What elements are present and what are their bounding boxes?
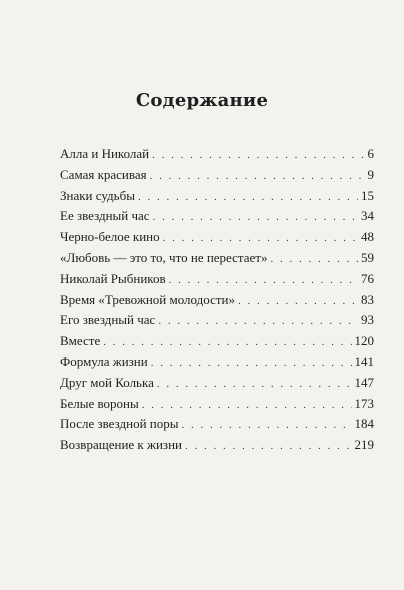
toc-dot-leader: [185, 436, 352, 457]
toc-entry-title: Знаки судьбы: [60, 187, 135, 203]
toc-entry: [60, 373, 374, 394]
toc-entry-page: 147: [354, 374, 374, 390]
toc-entry-title: Белые вороны: [60, 395, 139, 411]
toc-entry-title: Николай Рыбников: [60, 270, 166, 286]
toc-entry-page: 184: [354, 416, 374, 432]
toc-entry: [60, 414, 374, 435]
toc-entry-page: 9: [367, 166, 374, 182]
toc-entry: [60, 206, 374, 227]
toc-entry-page: 83: [361, 291, 374, 307]
toc-entry-title: «Любовь — это то, что не перестает»: [60, 249, 268, 265]
toc-entry: [60, 310, 374, 331]
toc-entry: [60, 269, 374, 290]
toc-entry-title: Формула жизни: [60, 353, 148, 369]
toc-dot-leader: [152, 145, 364, 166]
toc-dot-leader: [138, 187, 358, 208]
toc-dot-leader: [182, 415, 352, 436]
toc-entry-title: Друг мой Колька: [60, 374, 154, 390]
toc-entry-title: Его звездный час: [60, 312, 156, 328]
toc-entry-page: 173: [354, 395, 374, 411]
toc-entry-page: 76: [361, 270, 374, 286]
toc-entry-title: Алла и Николай: [60, 146, 150, 161]
toc-entry-title: Возвращение к жизни: [60, 437, 182, 453]
toc-entry-page: 34: [361, 208, 374, 224]
toc-dot-leader: [169, 270, 358, 291]
toc-entry-page: 141: [354, 353, 374, 369]
toc-entry-page: 6: [367, 146, 374, 161]
toc-dot-leader: [158, 311, 358, 332]
table-of-contents: [60, 144, 374, 456]
toc-entry-title: Время «Тревожной молодости»: [60, 291, 235, 307]
toc-entry-title: Самая красивая: [60, 166, 147, 182]
toc-entry-title: Черно-белое кино: [60, 229, 160, 245]
toc-entry: [60, 186, 374, 207]
toc-dot-leader: [271, 249, 359, 270]
toc-entry-title: Вместе: [60, 333, 101, 349]
toc-entry-page: 219: [354, 437, 374, 453]
toc-entry: [60, 227, 374, 248]
toc-dot-leader: [150, 166, 365, 187]
toc-dot-leader: [163, 228, 358, 249]
toc-entry: [60, 144, 374, 165]
toc-dot-leader: [151, 353, 352, 374]
page-title: Содержание: [135, 90, 269, 111]
toc-entry-title: Ее звездный час: [60, 208, 150, 224]
toc-entry: [60, 248, 374, 269]
toc-entry-page: 120: [354, 333, 374, 349]
toc-entry: [60, 394, 374, 415]
toc-entry: [60, 352, 374, 373]
toc-entry-title: После звездной поры: [60, 416, 179, 432]
toc-dot-leader: [157, 374, 352, 395]
toc-dot-leader: [103, 332, 351, 353]
toc-dot-leader: [153, 207, 358, 228]
toc-entry-page: 93: [361, 312, 374, 328]
toc-entry: [60, 435, 374, 456]
toc-entry-page: 59: [361, 249, 374, 265]
toc-entry-page: 48: [361, 229, 374, 245]
toc-dot-leader: [142, 395, 352, 416]
toc-dot-leader: [238, 291, 358, 312]
toc-entry-page: 15: [361, 187, 374, 203]
toc-entry: [60, 290, 374, 311]
toc-entry: [60, 331, 374, 352]
toc-entry: [60, 165, 374, 186]
